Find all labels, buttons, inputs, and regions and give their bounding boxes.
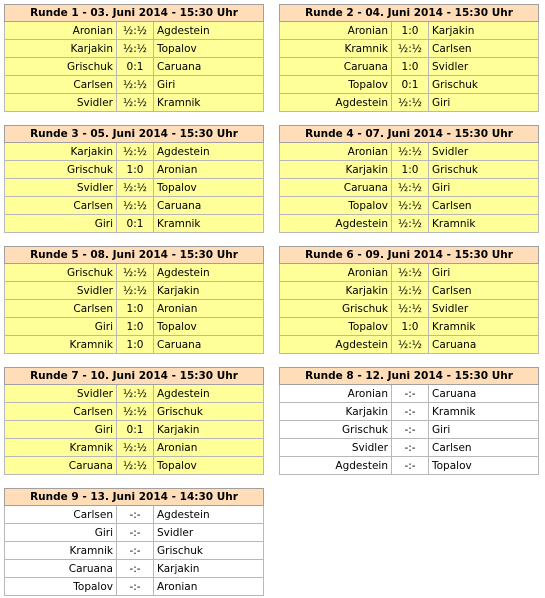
white-player: Carlsen — [5, 300, 117, 318]
white-player: Karjakin — [280, 161, 392, 179]
black-player: Svidler — [429, 300, 539, 318]
game-result: ½:½ — [117, 385, 154, 403]
game-row — [280, 161, 539, 179]
game-result: -:- — [392, 439, 429, 457]
white-player: Karjakin — [280, 282, 392, 300]
white-player: Giri — [5, 524, 117, 542]
game-row — [5, 336, 264, 354]
game-row — [5, 300, 264, 318]
game-row — [280, 403, 539, 421]
round-table — [4, 246, 264, 354]
game-result: ½:½ — [392, 179, 429, 197]
black-player: Giri — [429, 179, 539, 197]
black-player: Topalov — [154, 179, 264, 197]
game-result: ½:½ — [117, 143, 154, 161]
white-player: Carlsen — [5, 197, 117, 215]
round-header: Runde 1 - 03. Juni 2014 - 15:30 Uhr — [5, 5, 264, 22]
game-result: -:- — [117, 506, 154, 524]
round-table — [4, 125, 264, 233]
game-row — [5, 421, 264, 439]
black-player: Caruana — [154, 197, 264, 215]
game-result: ½:½ — [392, 40, 429, 58]
game-result: ½:½ — [392, 264, 429, 282]
black-player: Topalov — [154, 40, 264, 58]
white-player: Topalov — [280, 197, 392, 215]
round-table — [4, 4, 264, 112]
black-player: Agdestein — [154, 385, 264, 403]
black-player: Giri — [429, 421, 539, 439]
black-player: Svidler — [154, 524, 264, 542]
black-player: Kramnik — [154, 215, 264, 233]
game-result: ½:½ — [117, 439, 154, 457]
game-row — [280, 94, 539, 112]
game-result: ½:½ — [392, 197, 429, 215]
white-player: Agdestein — [280, 94, 392, 112]
white-player: Kramnik — [280, 40, 392, 58]
game-result: -:- — [392, 403, 429, 421]
game-result: 0:1 — [117, 215, 154, 233]
white-player: Caruana — [280, 58, 392, 76]
white-player: Aronian — [280, 22, 392, 40]
game-row — [280, 300, 539, 318]
white-player: Svidler — [5, 385, 117, 403]
white-player: Topalov — [280, 76, 392, 94]
game-row — [5, 40, 264, 58]
game-row — [5, 161, 264, 179]
black-player: Carlsen — [429, 282, 539, 300]
game-result: -:- — [117, 524, 154, 542]
game-result: 0:1 — [117, 421, 154, 439]
game-row — [5, 215, 264, 233]
game-result: -:- — [117, 542, 154, 560]
game-row — [280, 76, 539, 94]
game-row — [280, 197, 539, 215]
white-player: Karjakin — [280, 403, 392, 421]
game-result: 0:1 — [117, 58, 154, 76]
black-player: Giri — [154, 76, 264, 94]
black-player: Caruana — [429, 336, 539, 354]
black-player: Svidler — [429, 58, 539, 76]
white-player: Carlsen — [5, 506, 117, 524]
white-player: Grischuk — [280, 300, 392, 318]
game-row — [280, 282, 539, 300]
black-player: Aronian — [154, 439, 264, 457]
white-player: Aronian — [280, 143, 392, 161]
round-header: Runde 8 - 12. Juni 2014 - 15:30 Uhr — [280, 368, 539, 385]
white-player: Aronian — [280, 385, 392, 403]
game-row — [5, 143, 264, 161]
black-player: Karjakin — [429, 22, 539, 40]
black-player: Aronian — [154, 578, 264, 596]
black-player: Topalov — [154, 318, 264, 336]
game-result: ½:½ — [117, 94, 154, 112]
game-row — [5, 506, 264, 524]
white-player: Giri — [5, 318, 117, 336]
game-result: 1:0 — [117, 336, 154, 354]
game-result: ½:½ — [117, 22, 154, 40]
round-header: Runde 5 - 08. Juni 2014 - 15:30 Uhr — [5, 247, 264, 264]
game-result: ½:½ — [117, 403, 154, 421]
game-result: 0:1 — [392, 76, 429, 94]
game-row — [5, 524, 264, 542]
round-header: Runde 3 - 05. Juni 2014 - 15:30 Uhr — [5, 126, 264, 143]
game-result: ½:½ — [392, 300, 429, 318]
game-row — [280, 264, 539, 282]
white-player: Agdestein — [280, 215, 392, 233]
game-row — [280, 318, 539, 336]
game-result: ½:½ — [117, 457, 154, 475]
game-result: ½:½ — [117, 282, 154, 300]
game-row — [5, 457, 264, 475]
game-row — [280, 179, 539, 197]
white-player: Grischuk — [5, 264, 117, 282]
black-player: Topalov — [154, 457, 264, 475]
white-player: Caruana — [5, 560, 117, 578]
white-player: Carlsen — [5, 76, 117, 94]
game-result: ½:½ — [117, 76, 154, 94]
game-result: 1:0 — [117, 318, 154, 336]
black-player: Agdestein — [154, 506, 264, 524]
game-result: -:- — [117, 578, 154, 596]
white-player: Kramnik — [5, 439, 117, 457]
white-player: Giri — [5, 421, 117, 439]
game-row — [5, 22, 264, 40]
game-result: ½:½ — [392, 94, 429, 112]
game-result: 1:0 — [117, 161, 154, 179]
black-player: Karjakin — [154, 421, 264, 439]
game-result: 1:0 — [392, 318, 429, 336]
round-table — [4, 367, 264, 475]
white-player: Karjakin — [5, 143, 117, 161]
game-result: 1:0 — [392, 161, 429, 179]
white-player: Karjakin — [5, 40, 117, 58]
game-result: 1:0 — [117, 300, 154, 318]
white-player: Svidler — [5, 179, 117, 197]
white-player: Caruana — [280, 179, 392, 197]
white-player: Kramnik — [5, 542, 117, 560]
round-table — [279, 4, 539, 112]
game-row — [280, 143, 539, 161]
white-player: Aronian — [5, 22, 117, 40]
white-player: Caruana — [5, 457, 117, 475]
game-result: ½:½ — [117, 264, 154, 282]
white-player: Carlsen — [5, 403, 117, 421]
white-player: Aronian — [280, 264, 392, 282]
black-player: Karjakin — [154, 282, 264, 300]
game-result: 1:0 — [392, 22, 429, 40]
game-row — [5, 179, 264, 197]
round-header: Runde 7 - 10. Juni 2014 - 15:30 Uhr — [5, 368, 264, 385]
game-row — [280, 40, 539, 58]
game-row — [280, 336, 539, 354]
white-player: Svidler — [5, 94, 117, 112]
black-player: Carlsen — [429, 197, 539, 215]
white-player: Grischuk — [5, 58, 117, 76]
game-row — [5, 76, 264, 94]
black-player: Kramnik — [429, 403, 539, 421]
game-row — [280, 22, 539, 40]
game-result: ½:½ — [117, 197, 154, 215]
white-player: Grischuk — [5, 161, 117, 179]
black-player: Aronian — [154, 161, 264, 179]
round-table — [279, 246, 539, 354]
black-player: Kramnik — [429, 215, 539, 233]
black-player: Grischuk — [154, 403, 264, 421]
game-row — [280, 457, 539, 475]
black-player: Giri — [429, 94, 539, 112]
game-row — [5, 58, 264, 76]
black-player: Kramnik — [429, 318, 539, 336]
game-result: ½:½ — [392, 282, 429, 300]
round-table — [279, 125, 539, 233]
white-player: Topalov — [280, 318, 392, 336]
white-player: Svidler — [5, 282, 117, 300]
game-row — [5, 197, 264, 215]
black-player: Caruana — [429, 385, 539, 403]
game-row — [5, 264, 264, 282]
game-row — [5, 578, 264, 596]
black-player: Giri — [429, 264, 539, 282]
white-player: Kramnik — [5, 336, 117, 354]
black-player: Svidler — [429, 143, 539, 161]
round-header: Runde 9 - 13. Juni 2014 - 14:30 Uhr — [5, 489, 264, 506]
round-header: Runde 6 - 09. Juni 2014 - 15:30 Uhr — [280, 247, 539, 264]
black-player: Caruana — [154, 336, 264, 354]
game-row — [5, 560, 264, 578]
white-player: Agdestein — [280, 336, 392, 354]
game-row — [280, 421, 539, 439]
black-player: Agdestein — [154, 22, 264, 40]
black-player: Carlsen — [429, 40, 539, 58]
black-player: Topalov — [429, 457, 539, 475]
game-row — [280, 439, 539, 457]
game-row — [5, 542, 264, 560]
game-result: ½:½ — [392, 336, 429, 354]
game-result: ½:½ — [117, 179, 154, 197]
game-result: ½:½ — [117, 40, 154, 58]
game-result: ½:½ — [392, 143, 429, 161]
game-row — [280, 385, 539, 403]
game-row — [5, 439, 264, 457]
round-table — [279, 367, 539, 475]
round-table — [4, 488, 264, 596]
black-player: Agdestein — [154, 143, 264, 161]
black-player: Grischuk — [154, 542, 264, 560]
white-player: Topalov — [5, 578, 117, 596]
game-row — [5, 403, 264, 421]
black-player: Aronian — [154, 300, 264, 318]
white-player: Agdestein — [280, 457, 392, 475]
black-player: Carlsen — [429, 439, 539, 457]
black-player: Grischuk — [429, 76, 539, 94]
game-result: -:- — [392, 457, 429, 475]
game-row — [5, 282, 264, 300]
black-player: Caruana — [154, 58, 264, 76]
black-player: Grischuk — [429, 161, 539, 179]
round-header: Runde 2 - 04. Juni 2014 - 15:30 Uhr — [280, 5, 539, 22]
round-header: Runde 4 - 07. Juni 2014 - 15:30 Uhr — [280, 126, 539, 143]
white-player: Grischuk — [280, 421, 392, 439]
game-row — [5, 94, 264, 112]
game-row — [280, 58, 539, 76]
game-result: ½:½ — [392, 215, 429, 233]
game-result: 1:0 — [392, 58, 429, 76]
black-player: Kramnik — [154, 94, 264, 112]
game-result: -:- — [392, 385, 429, 403]
white-player: Giri — [5, 215, 117, 233]
white-player: Svidler — [280, 439, 392, 457]
game-row — [5, 318, 264, 336]
game-row — [280, 215, 539, 233]
game-row — [5, 385, 264, 403]
black-player: Agdestein — [154, 264, 264, 282]
game-result: -:- — [117, 560, 154, 578]
game-result: -:- — [392, 421, 429, 439]
black-player: Karjakin — [154, 560, 264, 578]
